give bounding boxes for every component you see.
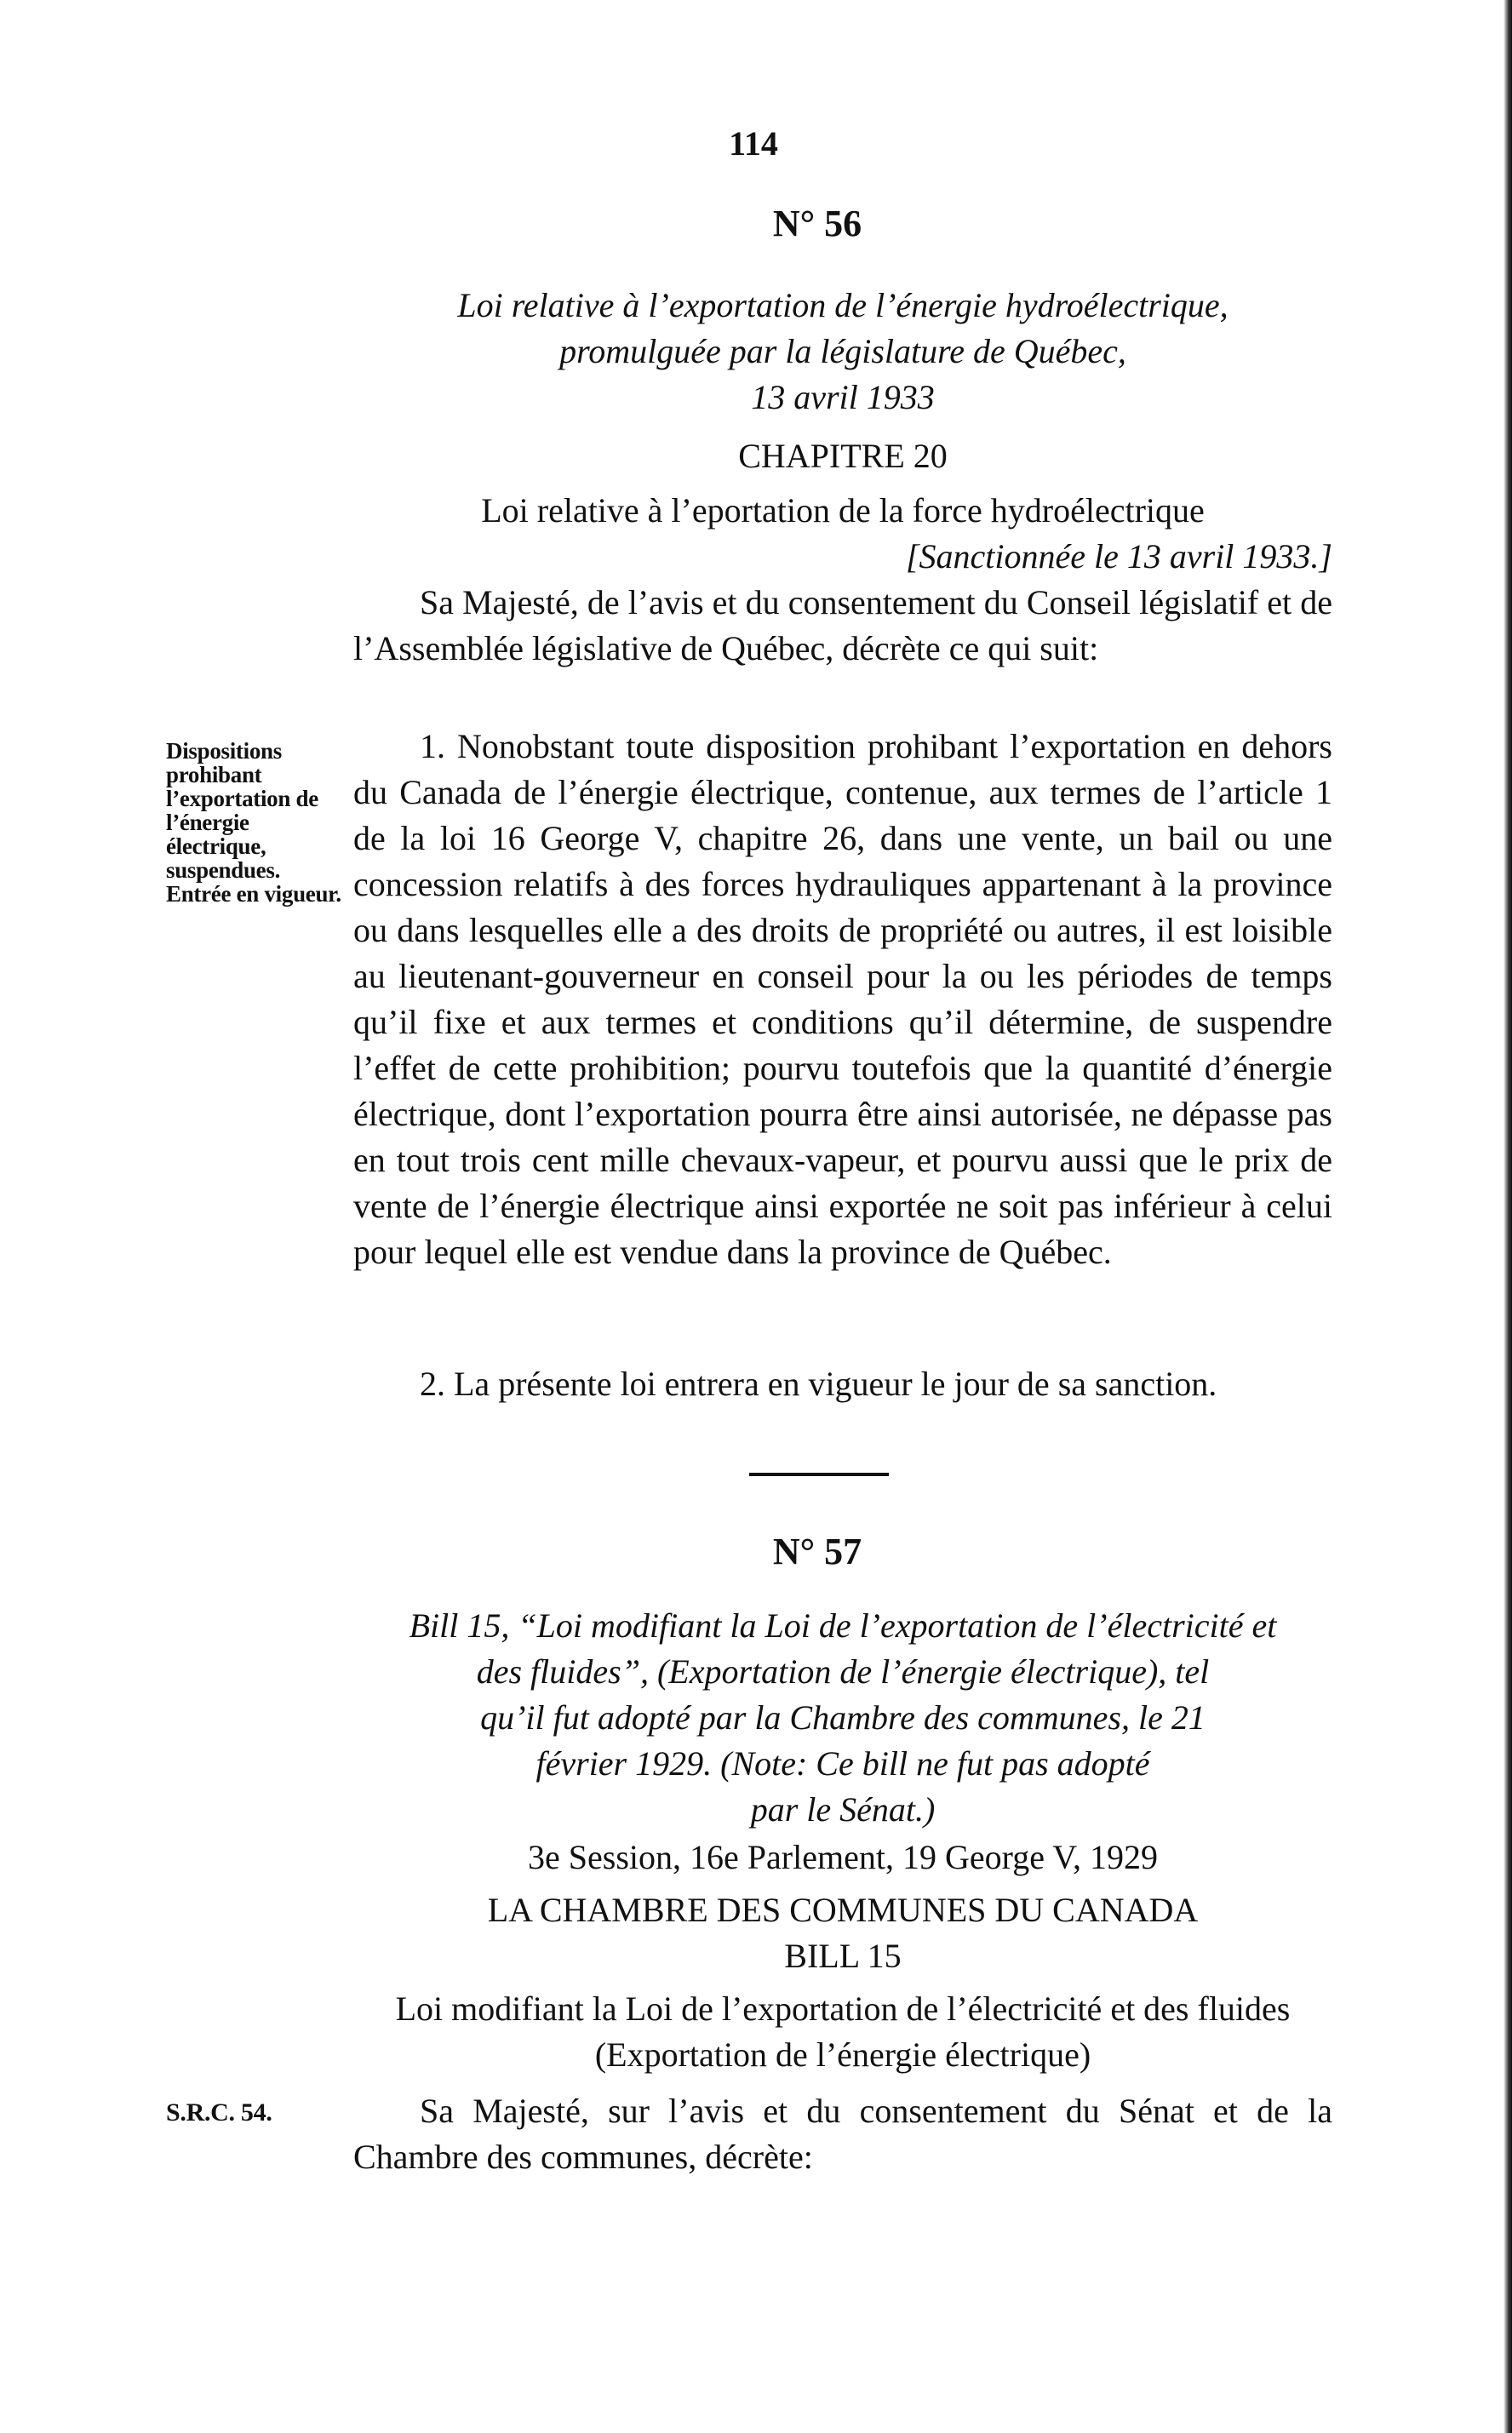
section-56-title-line: promulguée par la législature de Québec, xyxy=(559,332,1126,370)
section-57-title-line: qu’il fut adopté par la Chambre des communes, le 21 xyxy=(480,1698,1206,1737)
bill-number: BILL 15 xyxy=(784,1937,902,1975)
bill-title: Loi modifiant la Loi de l’exportation de l’électricité et des fluides (Exportation de l’énergie électrique) xyxy=(395,1989,1291,2074)
section-56-title-line: Loi relative à l’exportation de l’énergie hydroélectrique, xyxy=(457,286,1228,324)
section-57-title-line: février 1929. (Note: Ce bill ne fut pas adopté xyxy=(536,1744,1150,1783)
preamble-56: Sa Majesté, de l’avis et du consentement du Conseil législatif et de l’Assemblée législative de Québec, décrète ce qui suit: xyxy=(353,583,1332,667)
section-57-title-line: Bill 15, “Loi modifiant la Loi de l’exportation de l’électricité et xyxy=(409,1606,1277,1645)
chapter-heading: CHAPITRE 20 xyxy=(738,437,948,475)
section-57-title-line: des fluides”, (Exportation de l’énergie électrique), tel xyxy=(476,1652,1210,1691)
section-56-title-line: 13 avril 1933 xyxy=(751,378,935,416)
house-heading-line: LA CHAMBRE DES COMMUNES DU CANADA xyxy=(487,1891,1199,1929)
margin-note-57: S.R.C. 54. xyxy=(166,2098,272,2127)
section-56-heading: N° 56 xyxy=(772,203,862,244)
article-2: 2. La présente loi entrera en vigueur le jour de sa sanction. xyxy=(420,1365,1217,1403)
preamble-57: Sa Majesté, sur l’avis et du consentement du Sénat et de la Chambre des communes, décrète: xyxy=(353,2092,1332,2176)
section-57-title xyxy=(353,1603,1332,1833)
session-line: 3e Session, 16e Parlement, 19 George V, 1929 xyxy=(528,1838,1158,1876)
page-edge xyxy=(1503,0,1512,2433)
section-57-title-line: par le Sénat.) xyxy=(750,1790,936,1829)
section-56-title xyxy=(353,283,1332,421)
section-57-heading: N° 57 xyxy=(772,1531,862,1572)
sanction-date: [Sanctionnée le 13 avril 1933.] xyxy=(905,537,1332,575)
page-number: 114 xyxy=(729,124,778,163)
article-1: 1. Nonobstant toute disposition prohibant l’exportation en dehors du Canada de l’énergie électrique, contenue, aux termes de l’article 1 de la loi 16 George V, chapitre 26, dans une vente, un bail ou une concession relatifs à des forces hydrauliques appartenant à la province ou dans lesquelles elle a des droits de propriété ou autres, il est loisible au lieutenant-gouverneur en conseil pour la ou les périodes de temps qu’il fixe et aux termes et conditions qu’il détermine, de suspendre l’effet de cette prohibition; pourvu toutefois que la quantité d’énergie électrique, dont l’exportation pourra être ainsi autorisée, ne dépasse pas en tout trois cent mille chevaux-vapeur, et pourvu aussi que le prix de vente de l’énergie électrique ainsi exportée ne soit pas inférieur à celui pour lequel elle est vendue dans la province de Québec. xyxy=(353,727,1332,1271)
section-divider xyxy=(749,1473,889,1476)
house-heading xyxy=(353,1887,1332,1979)
margin-note-56: Dispositions prohibant l’exportation de l’énergie électrique, suspendues. Entrée en vigueur. xyxy=(166,738,341,907)
law-title: Loi relative à l’eportation de la force hydroélectrique xyxy=(481,491,1205,530)
